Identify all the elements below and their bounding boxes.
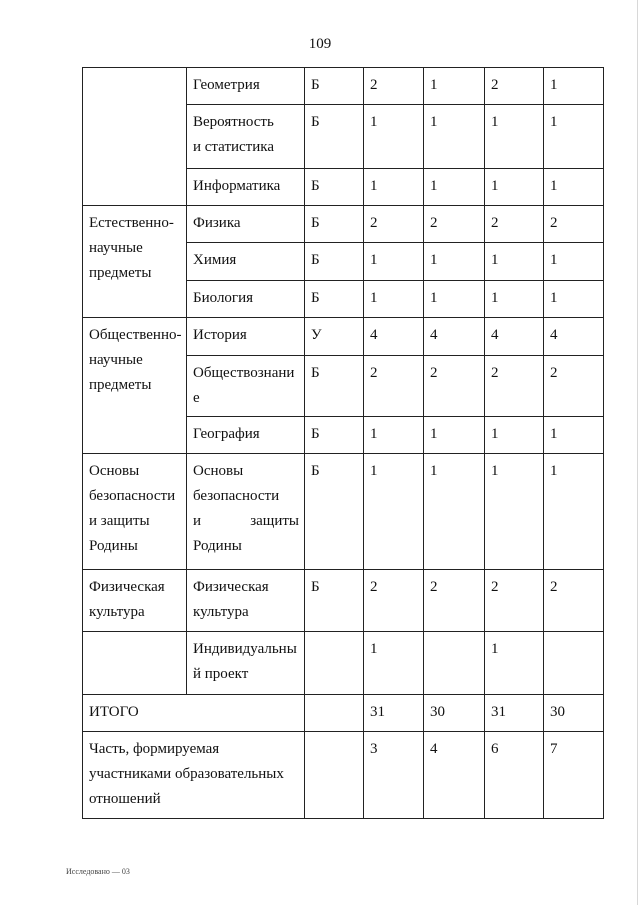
hours-cell: 1 [364, 169, 424, 206]
table-row [83, 68, 604, 105]
hours-cell: 1 [544, 454, 604, 570]
level-cell: Б [305, 105, 364, 169]
hours-cell: 1 [485, 281, 544, 318]
hours-cell [424, 632, 485, 695]
hours-cell: 1 [485, 169, 544, 206]
hours-cell: 2 [364, 68, 424, 105]
hours-cell: 2 [364, 356, 424, 417]
level-cell: Б [305, 68, 364, 105]
hours-cell: 1 [424, 417, 485, 454]
total-hours-cell: 31 [485, 695, 544, 732]
hours-cell [544, 632, 604, 695]
subject-cell: Вероятность и статистика [187, 105, 305, 169]
subject-cell: Основы безопасности и защиты Родины [187, 454, 305, 570]
level-cell: Б [305, 243, 364, 281]
subject-area-cell [83, 68, 187, 206]
hours-cell: 1 [364, 454, 424, 570]
level-cell: Б [305, 356, 364, 417]
hours-cell: 3 [364, 732, 424, 819]
subject-cell: Индивидуальны й проект [187, 632, 305, 695]
table-row [83, 632, 604, 695]
hours-cell: 6 [485, 732, 544, 819]
page-edge [637, 0, 638, 905]
hours-cell: 2 [364, 206, 424, 243]
hours-cell: 2 [485, 570, 544, 632]
page-number: 109 [308, 36, 332, 52]
hours-cell: 1 [364, 243, 424, 281]
subject-area-cell: Естественно- научные предметы [83, 206, 187, 318]
hours-cell: 1 [424, 169, 485, 206]
hours-cell: 2 [485, 68, 544, 105]
hours-cell: 1 [544, 105, 604, 169]
level-cell [305, 632, 364, 695]
subject-area-cell: Общественно- научные предметы [83, 318, 187, 454]
level-cell: Б [305, 281, 364, 318]
hours-cell: 1 [364, 417, 424, 454]
subject-cell: Геометрия [187, 68, 305, 105]
hours-cell: 1 [364, 281, 424, 318]
hours-cell: 1 [424, 105, 485, 169]
hours-cell: 1 [544, 417, 604, 454]
total-hours-cell: 30 [424, 695, 485, 732]
hours-cell: 1 [544, 68, 604, 105]
hours-cell: 1 [485, 243, 544, 281]
hours-cell: 1 [424, 243, 485, 281]
subject-area-cell: Физическая культура [83, 570, 187, 632]
hours-cell: 1 [364, 632, 424, 695]
elective-part-label: Часть, формируемая участниками образовательных отношений [83, 732, 305, 819]
total-row [83, 695, 604, 732]
subject-cell: Биология [187, 281, 305, 318]
hours-cell: 1 [544, 281, 604, 318]
table-row [83, 454, 604, 570]
subject-cell: Химия [187, 243, 305, 281]
subject-cell: Физическая культура [187, 570, 305, 632]
hours-cell: 2 [424, 356, 485, 417]
hours-cell: 2 [544, 356, 604, 417]
hours-cell: 1 [364, 105, 424, 169]
level-cell [305, 732, 364, 819]
total-label: ИТОГО [83, 695, 305, 732]
level-cell: Б [305, 169, 364, 206]
footer-stamp: Исследовано — 03 [66, 867, 130, 876]
hours-cell: 2 [544, 570, 604, 632]
hours-cell: 1 [424, 454, 485, 570]
hours-cell: 2 [364, 570, 424, 632]
level-cell: Б [305, 417, 364, 454]
hours-cell: 1 [485, 105, 544, 169]
subject-cell: Обществознани е [187, 356, 305, 417]
table-row [83, 206, 604, 243]
hours-cell: 1 [424, 68, 485, 105]
table-row [83, 570, 604, 632]
hours-cell: 1 [544, 243, 604, 281]
level-cell [305, 695, 364, 732]
hours-cell: 1 [424, 281, 485, 318]
hours-cell: 2 [424, 570, 485, 632]
subject-cell: Физика [187, 206, 305, 243]
curriculum-table [82, 67, 604, 819]
hours-cell: 2 [485, 206, 544, 243]
hours-cell: 1 [544, 169, 604, 206]
hours-cell: 2 [485, 356, 544, 417]
level-cell: Б [305, 206, 364, 243]
hours-cell: 7 [544, 732, 604, 819]
subject-area-cell [83, 632, 187, 695]
subject-cell: История [187, 318, 305, 356]
subject-area-cell: Основы безопасности и защиты Родины [83, 454, 187, 570]
hours-cell: 1 [485, 454, 544, 570]
level-cell: Б [305, 454, 364, 570]
total-hours-cell: 30 [544, 695, 604, 732]
subject-cell: Информатика [187, 169, 305, 206]
hours-cell: 4 [424, 318, 485, 356]
elective-part-row [83, 732, 604, 819]
level-cell: У [305, 318, 364, 356]
hours-cell: 2 [424, 206, 485, 243]
hours-cell: 1 [485, 417, 544, 454]
hours-cell: 4 [485, 318, 544, 356]
total-hours-cell: 31 [364, 695, 424, 732]
hours-cell: 2 [544, 206, 604, 243]
hours-cell: 4 [544, 318, 604, 356]
subject-cell: География [187, 417, 305, 454]
hours-cell: 1 [485, 632, 544, 695]
table-row [83, 318, 604, 356]
level-cell: Б [305, 570, 364, 632]
hours-cell: 4 [424, 732, 485, 819]
hours-cell: 4 [364, 318, 424, 356]
